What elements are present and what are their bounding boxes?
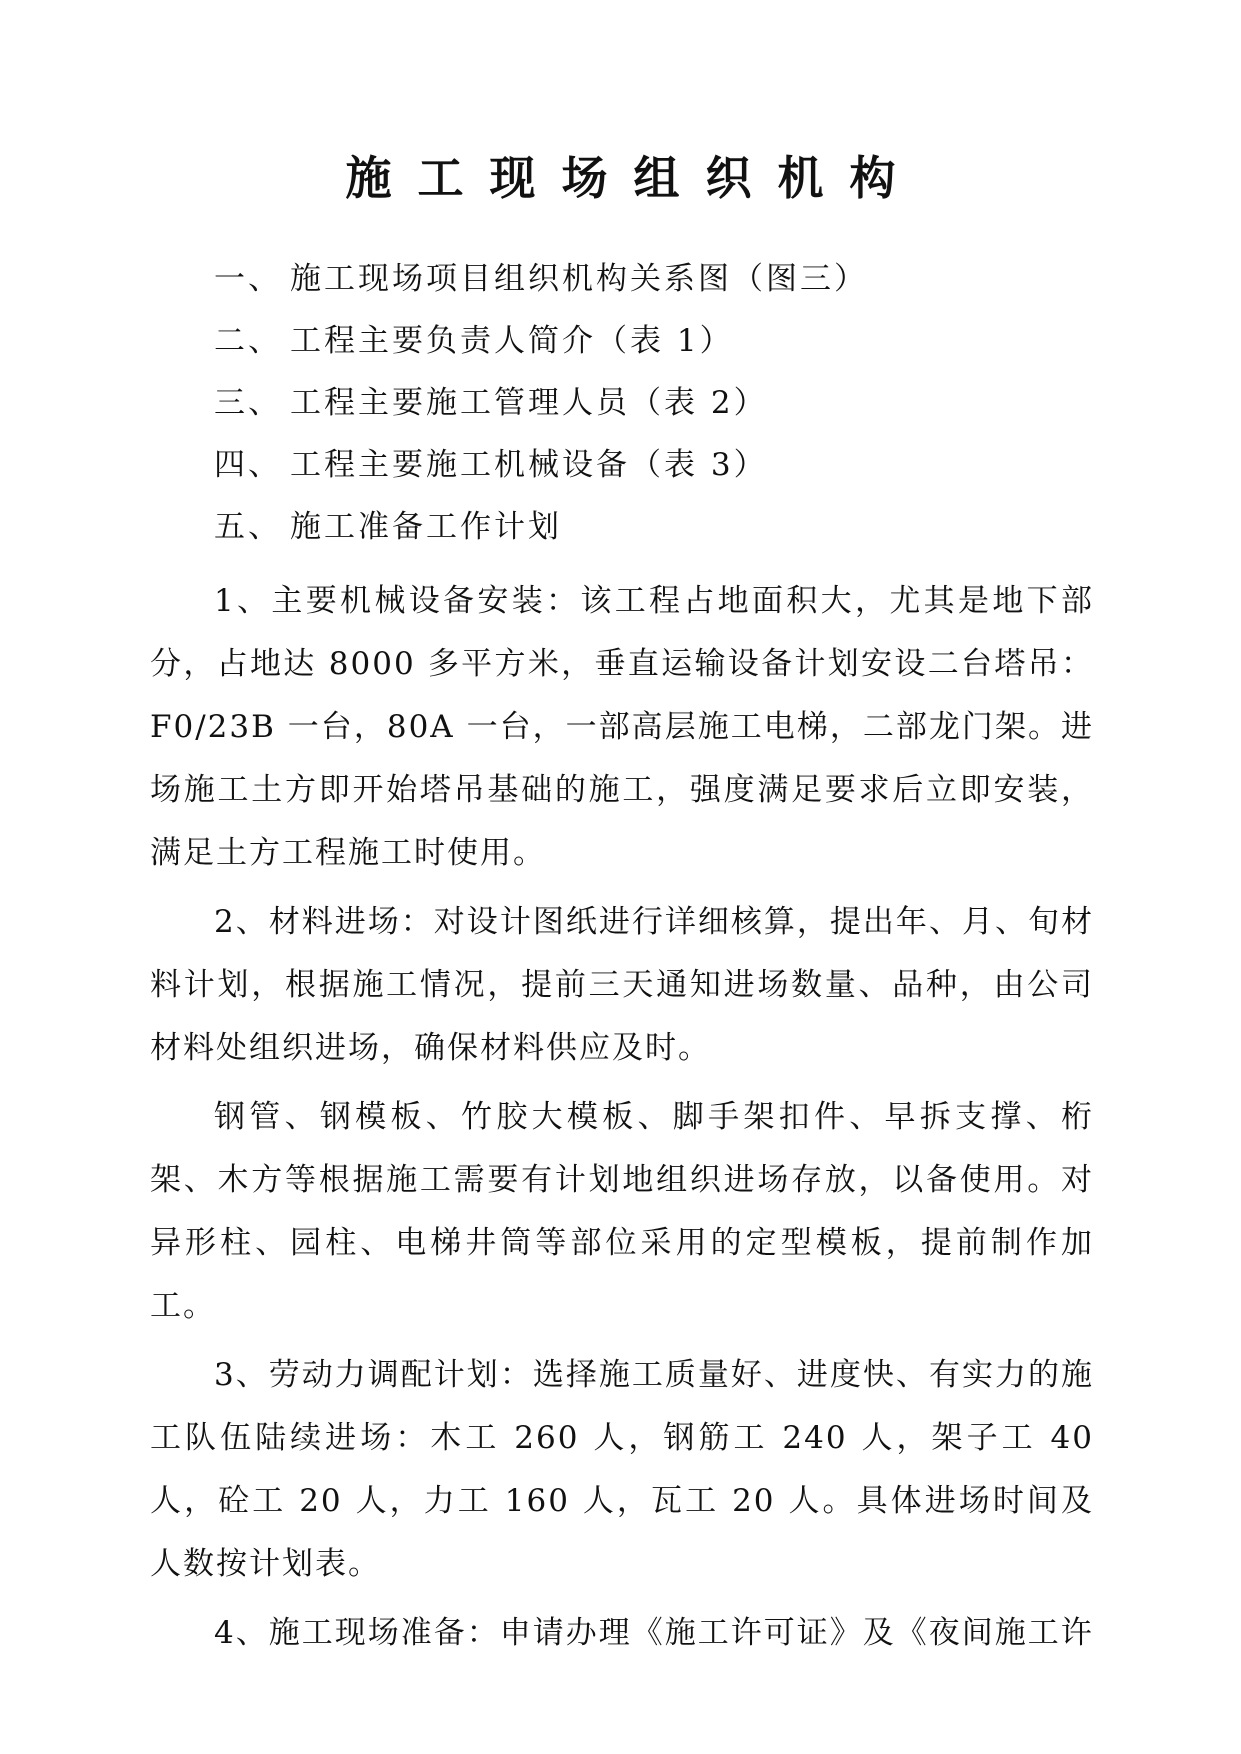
body-text — [150, 570, 1094, 1665]
outline-item — [214, 434, 1114, 496]
outline-item-number: 五、 — [214, 509, 282, 545]
outline-item — [214, 248, 1114, 310]
outline-item-number: 三、 — [214, 385, 282, 421]
outline-item-number: 四、 — [214, 447, 282, 483]
outline-list — [214, 248, 1114, 558]
paragraph-formwork-materials: 钢管、钢模板、竹胶大模板、脚手架扣件、早拆支撑、桁架、木方等根据施工需要有计划地组织进场存放，以备使用。对异形柱、园柱、电梯井筒等部位采用的定型模板，提前制作加工。 — [150, 1099, 1094, 1324]
outline-item-number: 一、 — [214, 261, 282, 297]
outline-item-text: 施工现场项目组织机构关系图（图三） — [290, 261, 868, 297]
paragraph-equipment-installation: 1、主要机械设备安装：该工程占地面积大，尤其是地下部分，占地达 8000 多平方米，垂直运输设备计划安设二台塔吊：F0/23B 一台，80A 一台，一部高层施工电梯，二部龙门架。进场施工土方即开始塔吊基础的施工，强度满足要求后立即安装，满足土方工程施工时使用。 — [150, 583, 1094, 871]
paragraph-site-preparation: 4、施工现场准备：申请办理《施工许可证》及《夜间施工许 — [214, 1615, 1094, 1651]
outline-item — [214, 496, 1114, 558]
outline-item-text: 施工准备工作计划 — [290, 509, 562, 545]
outline-item-text: 工程主要施工机械设备（表 3） — [290, 447, 768, 483]
outline-item-text: 工程主要负责人简介（表 1） — [290, 323, 734, 359]
paragraph-labor-plan: 3、劳动力调配计划：选择施工质量好、进度快、有实力的施工队伍陆续进场：木工 260 人，钢筋工 240 人，架子工 40 人，砼工 20 人，力工 160 人，瓦工 20 人。具体进场时间及人数按计划表。 — [150, 1357, 1094, 1582]
page-title: 施工现场组织机构 — [345, 151, 922, 205]
outline-item — [214, 310, 1114, 372]
outline-item — [214, 372, 1114, 434]
outline-item-text: 工程主要施工管理人员（表 2） — [290, 385, 768, 421]
outline-item-number: 二、 — [214, 323, 282, 359]
paragraph-material-entry: 2、材料进场：对设计图纸进行详细核算，提出年、月、旬材料计划，根据施工情况，提前三天通知进场数量、品种，由公司材料处组织进场，确保材料供应及时。 — [150, 904, 1094, 1066]
